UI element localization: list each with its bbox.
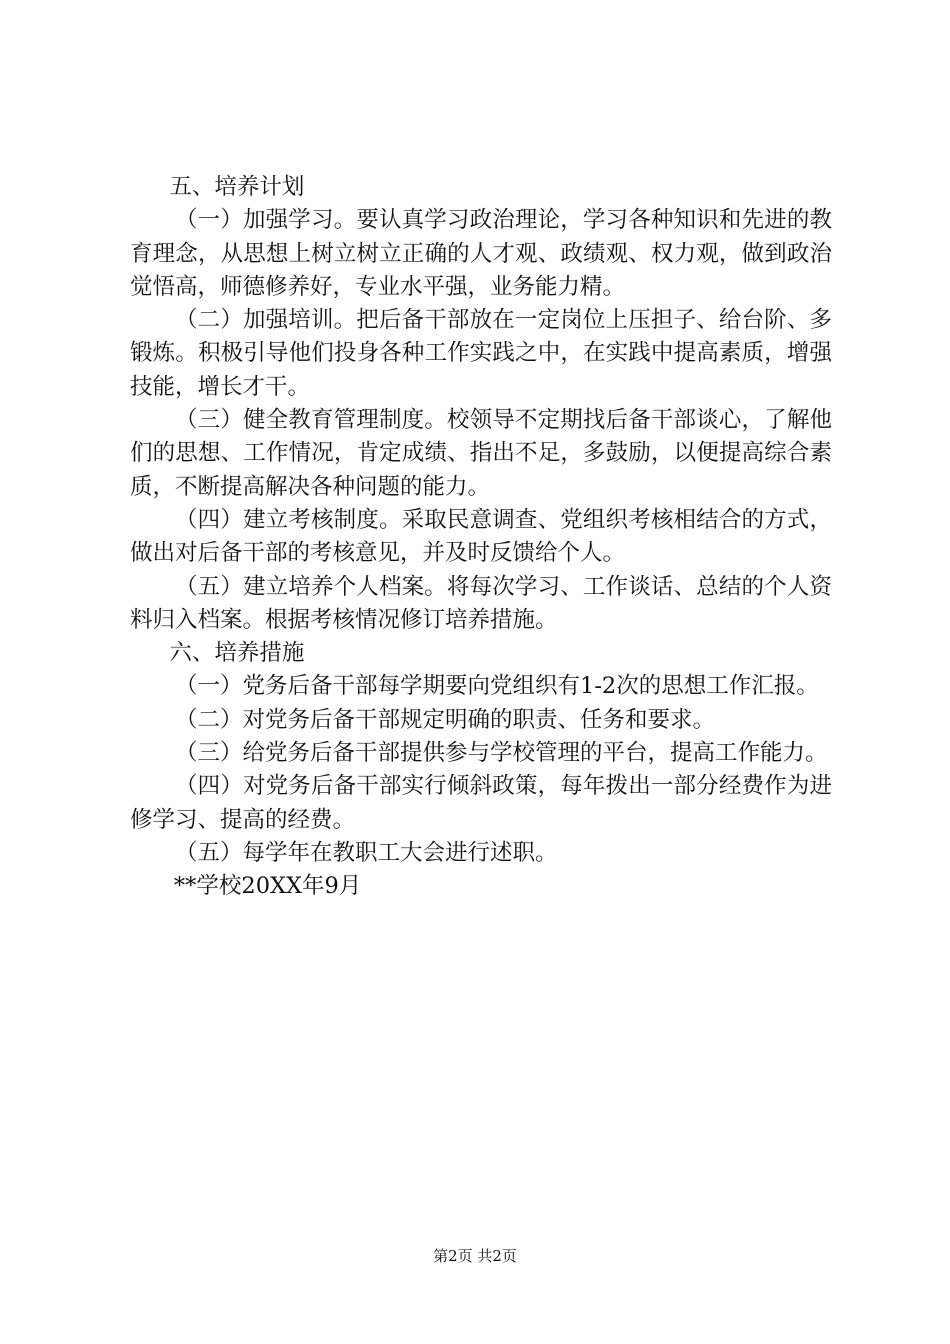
measure-item-4: （四）对党务后备干部实行倾斜政策，每年拨出一部分经费作为进修学习、提高的经费。 (130, 773, 832, 833)
measure-item-5: （五）每学年在教职工大会进行述职。 (175, 839, 558, 866)
signature-line: **学校20XX年9月 (173, 873, 362, 900)
section-heading-training-measures: 六、培养措施 (169, 640, 305, 667)
plan-item-1: （一）加强学习。要认真学习政治理论，学习各种知识和先进的教育理念，从思想上树立树立正确的人才观、政绩观、权力观，做到政治觉悟高，师德修养好，专业水平强，业务能力精。 (130, 207, 832, 300)
section-heading-training-plan: 五、培养计划 (169, 174, 305, 200)
plan-item-5: （五）建立培养个人档案。将每次学习、工作谈话、总结的个人资料归入档案。根据考核情况修订培养措施。 (130, 573, 832, 633)
plan-item-3: （三）健全教育管理制度。校领导不定期找后备干部谈心，了解他们的思想、工作情况，肯定成绩、指出不足，多鼓励，以便提高综合素质，不断提高解决各种问题的能力。 (130, 407, 832, 500)
measure-item-1: （一）党务后备干部每学期要向党组织有1-2次的思想工作汇报。 (175, 673, 819, 700)
measure-item-3: （三）给党务后备干部提供参与学校管理的平台，提高工作能力。 (175, 740, 828, 767)
plan-item-4: （四）建立考核制度。采取民意调查、党组织考核相结合的方式，做出对后备干部的考核意见，并及时反馈给个人。 (130, 506, 832, 567)
document-body (130, 171, 832, 904)
plan-item-2: （二）加强培训。把后备干部放在一定岗位上压担子、给台阶、多锻炼。积极引导他们投身各种工作实践之中，在实践中提高素质，增强技能，增长才干。 (130, 307, 832, 400)
page-footer: 第2页 共2页 (433, 1247, 517, 1265)
measure-item-2: （二）对党务后备干部规定明确的职责、任务和要求。 (175, 706, 716, 733)
